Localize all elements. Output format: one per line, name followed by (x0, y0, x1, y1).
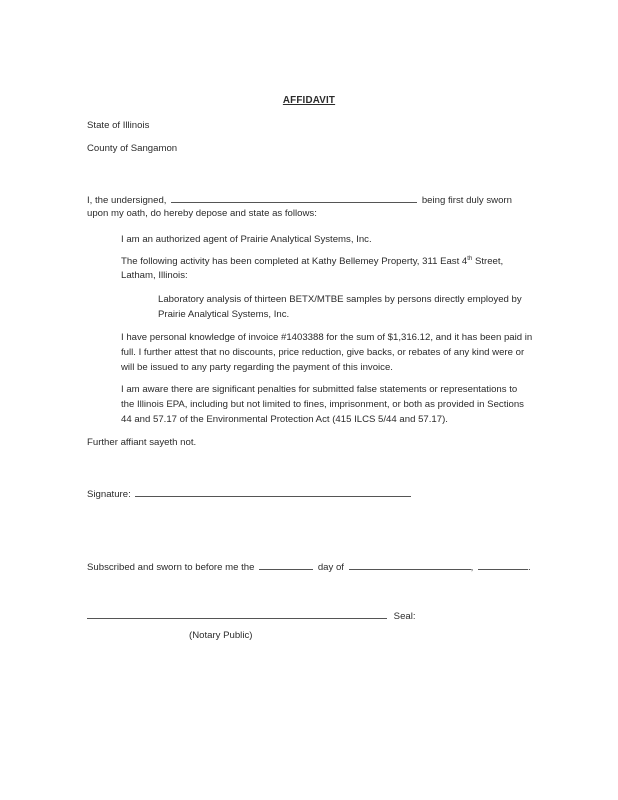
penalty-line-3: 44 and 57.17 of the Environmental Protection Act (415 ILCS 5/44 and 57.17). (121, 414, 448, 425)
date-period: . (527, 562, 531, 573)
intro-prefix: I, the undersigned, (87, 195, 167, 206)
notary-public-label: (Notary Public) (189, 630, 253, 641)
signature-field[interactable] (135, 487, 411, 497)
further-affiant: Further affiant sayeth not. (87, 437, 197, 448)
notary-signature-field[interactable] (87, 609, 387, 619)
year-field[interactable] (478, 560, 528, 570)
activity-line-2: Latham, Illinois: (121, 270, 188, 281)
undersigned-name-field[interactable] (171, 193, 417, 203)
subscribed-prefix: Subscribed and sworn to before me the (87, 562, 255, 573)
lab-line-2: Prairie Analytical Systems, Inc. (158, 309, 290, 320)
signature-label: Signature: (87, 489, 131, 500)
activity-line-1 (121, 256, 503, 267)
month-field[interactable] (349, 560, 471, 570)
intro-suffix: being first duly sworn (421, 195, 512, 206)
state-line: State of Illinois (87, 120, 150, 131)
county-line: County of Sangamon (87, 143, 178, 154)
penalty-line-2: the Illinois EPA, including but not limited to fines, imprisonment, or both as provided in Sections (121, 399, 524, 410)
intro-line-2: upon my oath, do hereby depose and state as follows: (87, 208, 317, 219)
invoice-line-2: full. I further attest that no discounts, price reduction, give backs, or rebates of any kind were or (121, 347, 525, 358)
document-title: AFFIDAVIT (282, 95, 336, 106)
notary-row (87, 609, 416, 622)
signature-row (87, 487, 411, 500)
seal-label: Seal: (393, 611, 416, 622)
agent-statement: I am an authorized agent of Prairie Analytical Systems, Inc. (121, 234, 372, 245)
intro-line-1 (87, 193, 512, 206)
subscribed-row (87, 560, 531, 573)
activity-text-suffix: Street, (472, 256, 504, 268)
invoice-line-1: I have personal knowledge of invoice #1403388 for the sum of $1,316.12, and it has been paid in (121, 332, 533, 343)
day-field[interactable] (259, 560, 313, 570)
day-of-label: day of (317, 562, 344, 573)
penalty-line-1: I am aware there are significant penalties for submitted false statements or representations to (121, 384, 518, 395)
ordinal-suffix: th (467, 256, 473, 262)
activity-text-prefix: The following activity has been completed at Kathy Bellemey Property, 311 East 4 (121, 256, 468, 268)
invoice-line-3: will be issued to any party regarding the payment of this invoice. (121, 362, 393, 373)
lab-line-1: Laboratory analysis of thirteen BETX/MTBE samples by persons directly employed by (158, 294, 522, 305)
date-comma: , (470, 562, 474, 573)
